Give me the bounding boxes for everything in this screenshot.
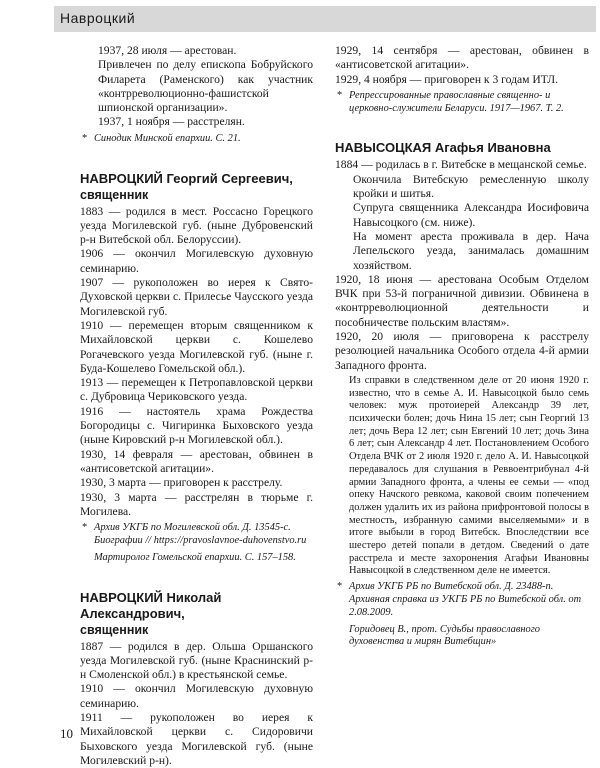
entry: 1910 — перемещен вторым священником к Михайловской церкви с. Кошелево Рогачевского уезда Могилевской губ. (ныне г. Буда-Кошелево Гомельской обл.). [80, 318, 313, 375]
source-note: * Архив УКГБ РБ по Витебской обл. Д. 23488-п. Архивная справка из УКГБ РБ по Витебской обл. от 2.08.2009. Горидовец В., прот. Судьбы православного духовенства и мирян Витебщин» [335, 581, 589, 649]
entry: 1906 — окончил Могилевскую духовную семинарию. [80, 247, 313, 275]
entry-heading: НАВРОЦКИЙ Георгий Сергеевич, священник [80, 170, 293, 202]
entry: Окончила Витебскую ремесленную школу кройки и шитья. [353, 172, 589, 201]
entry: 1930, 3 марта — расстрелян в тюрьме г. Могилева. [80, 490, 313, 518]
entry: 1910 — окончил Могилевскую духовную семинарию. [80, 682, 313, 710]
source-note: * Архив УКГБ по Могилевской обл. Д. 13545-с. Биографии // https://pravoslavnoe-duhovenstvo.ru Мартиролог Гомельской епархии. С. 157–158. [80, 522, 313, 564]
entry: На момент ареста проживала в дер. Нача Лепельского уезда, занималась домашним хозяйством. [353, 229, 589, 272]
running-header-bar [54, 6, 596, 32]
source-note: * Синодик Минской епархии. С. 21. [80, 133, 313, 146]
entry: 1916 — настоятель храма Рождества Богородицы с. Чигиринка Быховского уезда (ныне Кировский р-н Могилевской обл.). [80, 404, 313, 447]
entry: Привлечен по делу епископа Бобруйского Филарета (Раменского) как участник «контрреволюционно-фашистской шпионской организации». [98, 58, 313, 115]
right-column [335, 44, 589, 652]
entry: 1929, 4 ноября — приговорен к 3 годам ИТЛ. [335, 72, 558, 86]
entry: 1887 — родился в дер. Ольша Оршанского уезда Могилевской губ. (ныне Краснинский р-н Смоленской обл.) в крестьянской семье. [80, 639, 313, 682]
entry: 1884 — родилась в г. Витебске в мещанской семье. [335, 158, 587, 172]
running-header-title: Навроцкий [60, 10, 136, 26]
entry: 1920, 18 июня — арестована Особым Отделом ВЧК при 53-й пограничной дивизии. Обвинена в «контрреволюционной деятельности и пособничестве польским властям». [335, 272, 589, 329]
entry: 1883 — родился в мест. Россасно Горецкого уезда Могилевской губ. (ныне Дубровенский р-н Витебской обл. Белоруссии). [80, 204, 313, 247]
entry: 1937, 1 ноября — расстрелян. [98, 115, 245, 129]
entry-heading: НАВЫСОЦКАЯ Агафья Ивановна [335, 140, 551, 156]
entry: 1930, 14 февраля — арестован, обвинен в «антисоветской агитации». [80, 447, 313, 475]
entry: Супруга священника Александра Иосифовича Навысоцкого (см. ниже). [353, 201, 589, 229]
entry: 1937, 28 июля — арестован. [98, 44, 237, 57]
left-column [80, 44, 313, 768]
entry-heading: НАВРОЦКИЙ Николай Александрович, священник [80, 589, 222, 637]
entry: 1911 — рукоположен во иерея к Михайловской церкви с. Сидоровичи Быховского уезда Могилевской губ. (ныне Могилевский р-н). [80, 710, 313, 767]
source-note: * Репрессированные православные священно- и церковно-служители Беларуси. 1917—1967. Т. 2. [335, 90, 589, 116]
archival-note: Из справки в следственном деле от 20 июня 1920 г. известно, что в семье А. И. Навысоцкой было семь человек: муж протоиерей Александр 39 лет, психически болен; дочь Нина 15 лет; сын Георгий 13 лет; дочь Вера 12 лет; сын Евгений 10 лет; дочь Зина 6 лет; сын Александр 4 лет. Постановлением Особого Отдела ВЧК от 2 июля 1920 г. дело А. И. Навысоцкой передавалось для слушания в Реввоентрибунал 4-й армии Западного фронта, а члены ее семьи — «под опеку Начского ревкома, каковой своим попечением должен удалить их из района прифронтовой полосы в местность, избранную самими выселяемыми» и в итоге выбыли в город Витебск. Впоследствии все шестеро детей попали в детдом. Сведений о дате расстрела и месте захоронения Агафьи Ивановны Навысоцкой в следственном деле не имеется. [349, 374, 589, 577]
entry: 1929, 14 сентября — арестован, обвинен в «антисоветской агитации». [335, 44, 589, 72]
page-number: 10 [60, 726, 73, 741]
entry: 1930, 3 марта — приговорен к расстрелу. [80, 476, 283, 490]
entry: 1913 — перемещен к Петропавловской церкви с. Дубровица Чериковского уезда. [80, 376, 313, 404]
entry: 1920, 20 июля — приговорена к расстрелу резолюцией начальника Особого отдела 4-й армии Западного фронта. [335, 330, 589, 372]
entry: 1907 — рукоположен во иерея к Свято-Духовской церкви с. Прилесье Чаусского уезда Могилевской губ. [80, 276, 313, 318]
